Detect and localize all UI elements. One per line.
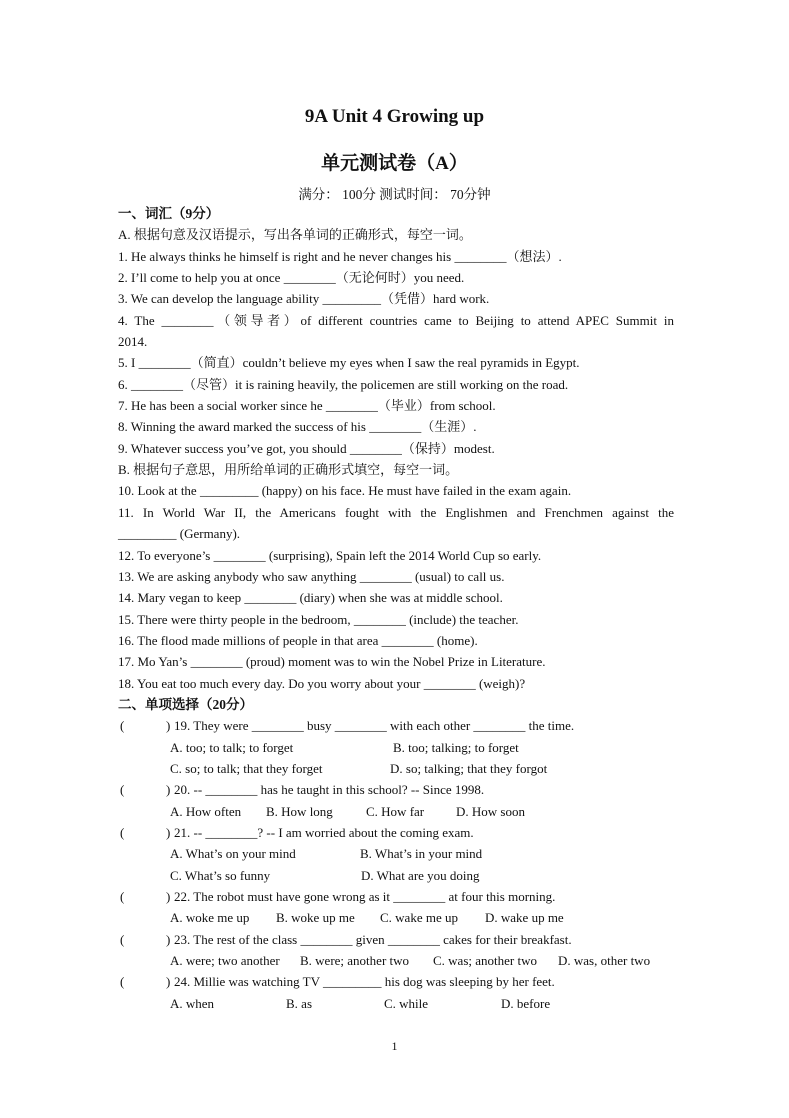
answer-paren-close: ) xyxy=(166,718,171,734)
question-text: 21. -- ________? -- I am worried about the coming exam. xyxy=(174,824,474,840)
mc-question-20 xyxy=(118,779,674,800)
question-9: 9. Whatever success you’ve got, you should ________（保持）modest. xyxy=(118,440,495,456)
answer-paren-open: ( xyxy=(120,718,125,734)
question-13: 13. We are asking anybody who saw anything ________ (usual) to call us. xyxy=(118,568,505,584)
answer-paren-open: ( xyxy=(120,782,125,798)
option-d: D. How soon xyxy=(456,803,525,819)
question-10: 10. Look at the _________ (happy) on his face. He must have failed in the exam again. xyxy=(118,483,572,499)
question-16: 16. The flood made millions of people in that area ________ (home). xyxy=(118,632,478,648)
mc-options-20 xyxy=(118,801,674,822)
option-a: A. What’s on your mind xyxy=(170,846,296,862)
question-1: 1. He always thinks he himself is right and he never changes his ________（想法）. xyxy=(118,248,562,264)
question-11: 11. In World War II, the Americans fought with the Englishmen and Frenchmen against the xyxy=(118,504,674,520)
option-a: A. too; to talk; to forget xyxy=(170,739,294,755)
option-a: A. How often xyxy=(170,803,242,819)
option-d: D. wake up me xyxy=(485,910,564,926)
question-4: 4. The ________（领导者）of different countries came to Beijing to attend APEC Summit in xyxy=(118,312,674,328)
mc-options-21-row1 xyxy=(118,843,674,864)
answer-paren-close: ) xyxy=(166,889,171,904)
option-a: A. when xyxy=(170,995,215,1011)
option-b: B. as xyxy=(286,995,312,1011)
question-text: 20. -- ________ has he taught in this school? -- Since 1998. xyxy=(174,782,485,798)
page-title: 9A Unit 4 Growing up xyxy=(304,106,485,127)
option-c: C. How far xyxy=(366,803,425,819)
mc-question-23 xyxy=(118,929,674,950)
answer-paren-close: ) xyxy=(166,824,171,840)
answer-paren-open: ( xyxy=(120,824,125,840)
option-d: D. was, other two xyxy=(558,953,651,969)
option-b: B. too; talking; to forget xyxy=(393,739,519,755)
question-7: 7. He has been a social worker since he ________（毕业）from school. xyxy=(118,398,496,414)
question-2: 2. I’ll come to help you at once ________（无论何时）you need. xyxy=(118,270,465,286)
question-text: 23. The rest of the class ________ given ________ cakes for their breakfast. xyxy=(174,931,572,947)
option-d: D. before xyxy=(501,995,551,1011)
mc-question-21 xyxy=(118,822,674,843)
question-18: 18. You eat too much every day. Do you worry about your ________ (weigh)? xyxy=(118,675,526,691)
mc-options-19-row2 xyxy=(118,758,674,779)
option-a: A. woke me up xyxy=(170,910,250,926)
question-15: 15. There were thirty people in the bedroom, ________ (include) the teacher. xyxy=(118,611,519,627)
question-8: 8. Winning the award marked the success of his ________（生涯）. xyxy=(118,419,477,435)
question-6: 6. ________（尽管）it is raining heavily, the policemen are still working on the road. xyxy=(118,376,569,392)
option-b: B. How long xyxy=(266,803,333,819)
option-b: B. were; another two xyxy=(300,953,410,969)
answer-paren-close: ) xyxy=(166,974,171,990)
question-12: 12. To everyone’s ________ (surprising), Spain left the 2014 World Cup so early. xyxy=(118,547,542,563)
mc-question-22 xyxy=(118,886,674,907)
question-text: 24. Millie was watching TV _________ his dog was sleeping by her feet. xyxy=(174,974,555,990)
answer-paren-close: ) xyxy=(166,931,171,947)
mc-question-24 xyxy=(118,971,674,992)
question-17: 17. Mo Yan’s ________ (proud) moment was to win the Nobel Prize in Literature. xyxy=(118,654,546,670)
option-d: D. What are you doing xyxy=(361,867,480,883)
option-d: D. so; talking; that they forgot xyxy=(390,760,548,776)
page-number: 1 xyxy=(391,1039,398,1053)
mc-options-19-row1 xyxy=(118,737,674,758)
option-b: B. woke up me xyxy=(276,910,355,926)
option-c: C. wake me up xyxy=(380,910,458,926)
question-11-continued: _________ (Germany). xyxy=(118,526,241,542)
question-5: 5. I ________（简直）couldn’t believe my eyes when I saw the real pyramids in Egypt. xyxy=(118,355,580,371)
exam-meta: 满分： 100分 测试时间： 70分钟 xyxy=(298,187,491,202)
question-4-continued: 2014. xyxy=(118,334,148,350)
section-heading-multiple-choice: 二、单项选择（20分） xyxy=(118,696,253,712)
answer-paren-close: ) xyxy=(166,782,171,798)
option-a: A. were; two another xyxy=(170,953,280,969)
mc-options-21-row2 xyxy=(118,865,674,886)
answer-paren-open: ( xyxy=(120,889,125,904)
mc-question-19 xyxy=(118,715,674,736)
part-b-instruction: B. 根据句子意思，用所给单词的正确形式填空，每空一词。 xyxy=(118,462,459,478)
question-text: 19. They were ________ busy ________ with each other ________ the time. xyxy=(174,718,575,734)
answer-paren-open: ( xyxy=(120,974,125,990)
option-c: C. so; to talk; that they forget xyxy=(170,760,323,776)
mc-options-22 xyxy=(118,907,674,928)
option-c: C. What’s so funny xyxy=(170,867,271,883)
option-b: B. What’s in your mind xyxy=(360,846,483,862)
page-subtitle: 单元测试卷（A） xyxy=(321,153,468,174)
option-c: C. while xyxy=(384,995,429,1011)
option-c: C. was; another two xyxy=(433,953,537,969)
mc-options-24 xyxy=(118,993,674,1014)
exam-content xyxy=(118,203,674,1014)
question-text: 22. The robot must have gone wrong as it ________ at four this morning. xyxy=(174,889,556,904)
question-14: 14. Mary vegan to keep ________ (diary) when she was at middle school. xyxy=(118,590,503,606)
part-a-instruction: A. 根据句意及汉语提示，写出各单词的正确形式，每空一词。 xyxy=(118,227,472,243)
question-3: 3. We can develop the language ability _________（凭借）hard work. xyxy=(118,291,490,307)
answer-paren-open: ( xyxy=(120,931,125,947)
mc-options-23 xyxy=(118,950,674,971)
section-heading-vocabulary: 一、词汇（9分） xyxy=(118,206,220,221)
